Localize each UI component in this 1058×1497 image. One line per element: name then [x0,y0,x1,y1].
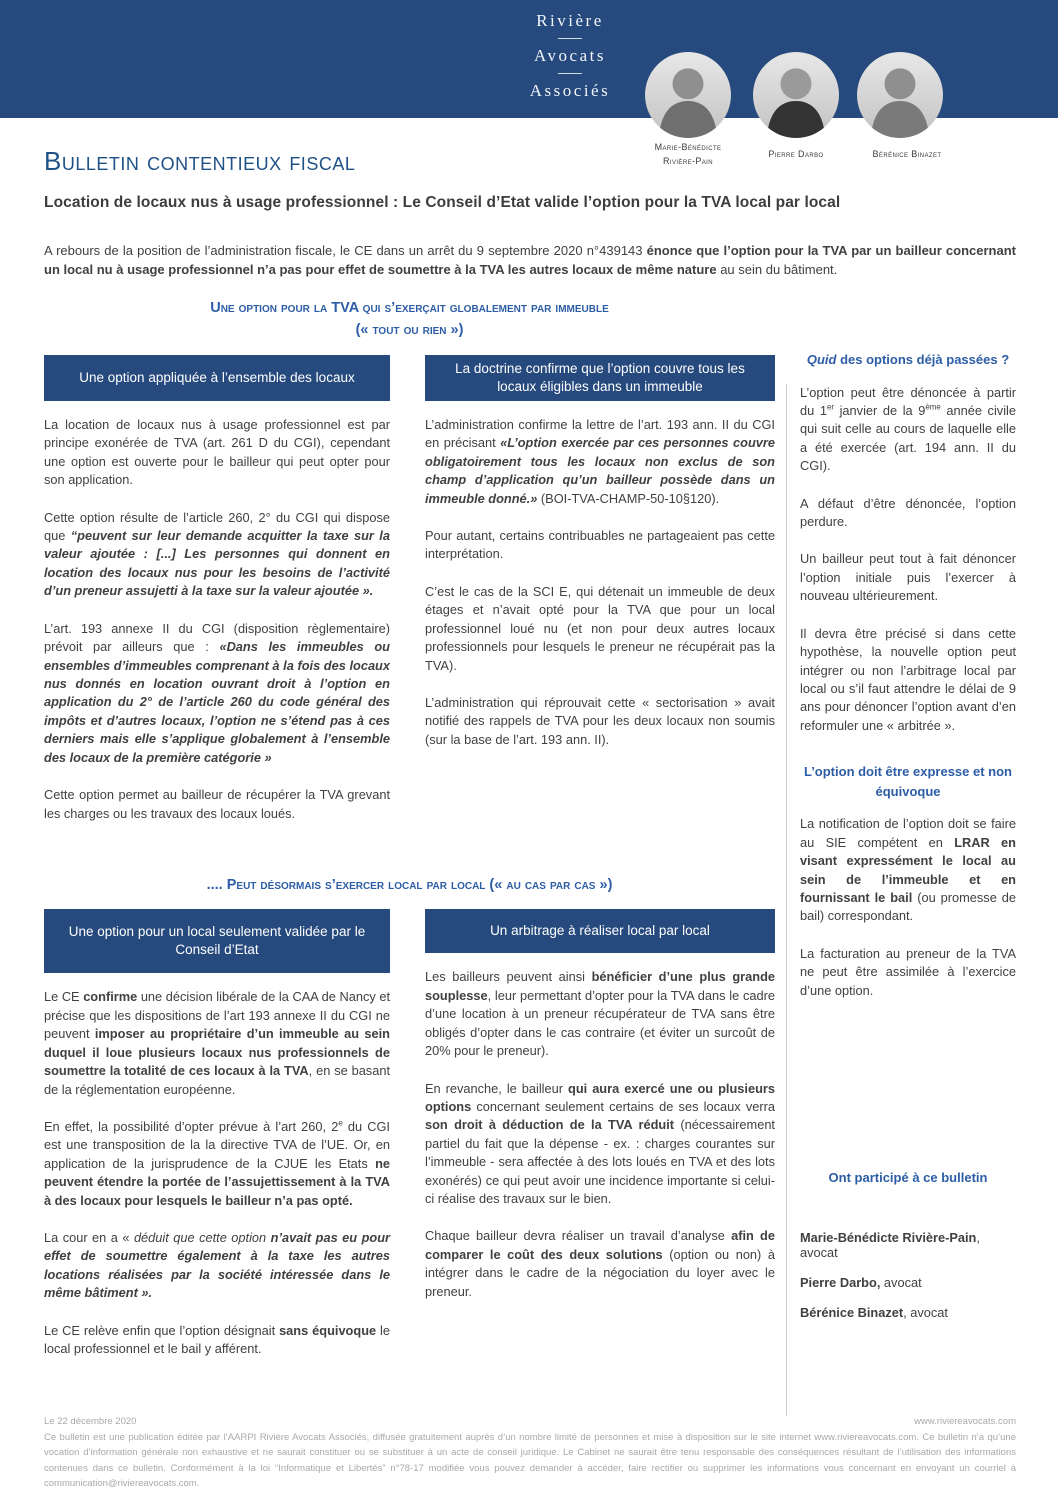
logo-divider [558,73,582,74]
sidebar-heading: L’option doit être expresse et non équivoque [803,764,1013,799]
section1-column-left [44,355,390,842]
footer-date: Le 22 décembre 2020 [44,1416,137,1428]
footer-website: www.riviereavocats.com [914,1416,1016,1428]
paragraph: Un bailleur peut tout à fait dénoncer l’option initiale puis l’exercer à nouveau ultérieurement. [800,551,1016,604]
section2-heading-line1: .... Peut désormais s’exercer local par local (« au cas par cas ») [206,876,613,893]
contributor: Pierre Darbo, avocat [800,1274,922,1290]
portrait-photo-berenice [857,52,943,138]
firm-logo [500,11,640,101]
footer [44,1416,1016,1491]
paragraph: La location de locaux nus à usage professionnel est par principe exonérée de TVA (art. 261 D du CGI), cependant une option est ouverte pour le bailleur qui peut opter pour son application. [44,416,390,488]
person-silhouette-icon [645,52,731,138]
section2-middle-box: Un arbitrage à réaliser local par local [425,909,775,953]
person-silhouette-icon [753,52,839,138]
caption-line: Rivière-Pain [663,155,713,166]
paragraph: Cette option résulte de l’article 260, 2° du CGI qui dispose que “peuvent sur leur demande acquitter la taxe sur la valeur ajoutée : [...] Les personnes qui donnent en location des locaux nus pour les besoins de l’activité d’un preneur assujetti à la taxe sur la valeur ajoutée ». [44,509,390,599]
paragraph: Chaque bailleur devra réaliser un travail d’analyse afin de comparer le coût des deux solutions (option ou non) à intégrer dans le cadre de la négociation du loyer avec le preneur. [425,1228,775,1299]
logo-line-riviere: Rivière [536,11,604,30]
paragraph: La notification de l’option doit se faire au SIE compétent en LRAR en visant expressément le local au sein de l’immeuble et en fournissant le bail (ou promesse de bail) correspondant. [800,816,1016,924]
sidebar-heading: Quid des options déjà passées ? [806,352,1010,367]
logo-line-avocats: Avocats [534,46,606,65]
paragraph: Cette option permet au bailleur de récupérer la TVA grevant les charges ou les travaux des locaux loués. [44,787,390,821]
logo-divider [558,38,582,39]
section1-column-middle [425,355,775,842]
paragraph: Il devra être précisé si dans cette hypothèse, la nouvelle option peut intégrer ou non l’arbitrage local par local ou s’il faut attendre le délai de 9 ans pour dénoncer l’option avant d’en reformuler une « arbitrée ». [800,625,1016,733]
section1-left-box: Une option appliquée à l’ensemble des locaux [44,355,390,401]
footer-meta-row [44,1416,1016,1427]
portrait-photo-marie-benedicte [645,52,731,138]
section1-heading-line2: (« tout ou rien ») [355,322,464,339]
paragraph: L’option peut être dénoncée à partir du 1er janvier de la 9ème année civile qui suit celle au cours de laquelle elle a été exercée (art. 194 ann. II du CGI). [800,384,1017,474]
sidebar-block-contributors [800,1168,1016,1320]
paragraph: L’administration confirme la lettre de l’art. 193 ann. II du CGI en précisant «L’option exercée par ces personnes couvre obligatoirement tous les locaux non exclus de son champ d’application qu’un bailleur possède dans un immeuble donné.» (BOI-TVA-CHAMP-50-10§120). [425,416,775,506]
column-divider [786,384,787,1416]
caption-line: Marie-Bénédicte [654,142,722,152]
section2-columns [44,909,775,1377]
bulletin-title: Bulletin contentieux fiscal [44,146,356,176]
section1-heading-line1: Une option pour la TVA qui s’exerçait globalement par immeuble [210,300,609,316]
logo-line-associes: Associés [529,81,611,100]
section2-column-left [44,909,390,1377]
article-intro: A rebours de la position de l’administration fiscale, le CE dans un arrêt du 9 septembre 2020 n°439143 énonce que l’option pour la TVA par un bailleur concernant un local nu à usage professionnel n’a pas pour effet de soumettre à la TVA les autres locaux de même nature au sein du bâtiment. [44,243,1016,277]
paragraph: La cour en a « déduit que cette option n’avait pas eu pour effet de soumettre également à la taxe les autres locations réalisées par la société intéressée dans le même bâtiment ». [44,1230,390,1301]
paragraph: L’administration qui réprouvait cette « sectorisation » avait notifié des rappels de TVA pour les deux locaux non soumis (sur la base de l’art. 193 ann. II). [425,695,775,747]
section1-heading [44,297,775,342]
paragraph: Le CE relève enfin que l’option désignait sans équivoque le local professionnel et le bail y afférent. [44,1322,390,1357]
sidebar-block-options-passees [800,350,1016,735]
sidebar-heading: Ont participé à ce bulletin [828,1170,988,1186]
portrait-photo-pierre [753,52,839,138]
main-content [44,297,775,1378]
sidebar-block-option-expresse [800,762,1016,1000]
paragraph: La facturation au preneur de la TVA ne peut être assimilée à l’exercice d’une option. [800,945,1016,998]
paragraph: En revanche, le bailleur qui aura exercé une ou plusieurs options concernant seulement certains de ses locaux verra son droit à déduction de la TVA réduit (nécessairement partiel du fait que la dépense - ex. : charges courantes sur l’immeuble - sera affectée à des lots loués en TVA et des lots exonérés) ce qui peut avoir une incidence importante si celui-ci réalise des travaux sur le bien. [425,1080,775,1207]
paragraph: Pour autant, certains contribuables ne partageaient pas cette interprétation. [425,528,775,562]
paragraph: Les bailleurs peuvent ainsi bénéficier d’une plus grande souplesse, leur permettant d’opter pour la TVA dans le cadre d’une location à un preneur récupérateur de TVA sans être obligés d’opter dans le cas contraire (et éviter un surcoût de 20% pour le preneur). [425,969,775,1059]
portrait-caption [815,148,999,162]
caption-line: Bérénice Binazet [872,149,942,159]
article-headline: Location de locaux nus à usage professionnel : Le Conseil d’Etat valide l’option pour la TVA local par local [44,194,841,211]
paragraph: Le CE confirme une décision libérale de la CAA de Nancy et précise que les dispositions de l’art 193 annexe II du CGI ne peuvent imposer au propriétaire d’un immeuble au sein duquel il loue plusieurs locaux nus professionnels de soumettre la totalité de ces locaux à la TVA, en se basant de la réglementation européenne. [44,989,391,1097]
paragraph: L’art. 193 annexe II du CGI (disposition règlementaire) prévoit par ailleurs que : «Dans les immeubles ou ensembles d’immeubles comprenant à la fois des locaux nus donnés en location ouvrant droit à l’option en application du 2° de l’article 260 du code général des impôts et d’autres locaux, l’option ne s’étend pas à ces derniers mais elle s’applique globalement à l’ensemble des locaux de la première catégorie » [44,620,390,765]
section2-column-middle [425,909,775,1377]
caption-line: Pierre Darbo [768,149,824,159]
contributor: Marie-Bénédicte Rivière-Pain, avocat [800,1229,980,1260]
section2-left-box: Une option pour un local seulement validée par le Conseil d’Etat [44,909,390,973]
contributor-list [800,1230,1016,1320]
contributor: Bérénice Binazet, avocat [800,1304,948,1320]
person-silhouette-icon [857,52,943,138]
section1-middle-box: La doctrine confirme que l’option couvre tous les locaux éligibles dans un immeuble [425,355,775,401]
footer-disclaimer: Ce bulletin est une publication éditée par l’AARPI Rivière Avocats Associés, diffusée gratuitement auprès d’un nombre limité de personnes et mise à disposition sur le site internet www.riviereavocats.com. Ce bulletin n’a qu’une vocation d’information générale non exhaustive et ne saurait constituer ou se substituer à un acte de conseil juridique. Le Cabinet ne saurait être tenu responsable des conséquences résultant de l’utilisation des informations contenues dans ce bulletin. Conformément à la loi “Informatique et Libertés” n°78-17 modifiée vous pouvez demander à accéder, faire rectifier ou supprimer les informations vous concernant en envoyant un courriel à communication@riviereavocats.com. [44,1432,1016,1489]
section1-columns [44,355,775,842]
paragraph: A défaut d’être dénoncée, l’option perdure. [800,495,1016,530]
paragraph: En effet, la possibilité d’opter prévue à l’art 260, 2e du CGI est une transposition de la la directive TVA de l’UE. Or, en application de la jurisprudence de la CJUE les Etats ne peuvent étendre la portée de l’assujettissement à la TVA à des locaux pour lesquels le bailleur n’a pas opté. [44,1118,390,1208]
paragraph: C’est le cas de la SCI E, qui détenait un immeuble de deux étages et n’avait opté pour la TVA que pour un local professionnel loué nu (et non pour deux autres locaux professionnels pour lesquels le preneur ne récupérait pas la TVA). [425,583,775,673]
section2-heading [44,874,775,896]
sidebar [800,350,1016,1335]
